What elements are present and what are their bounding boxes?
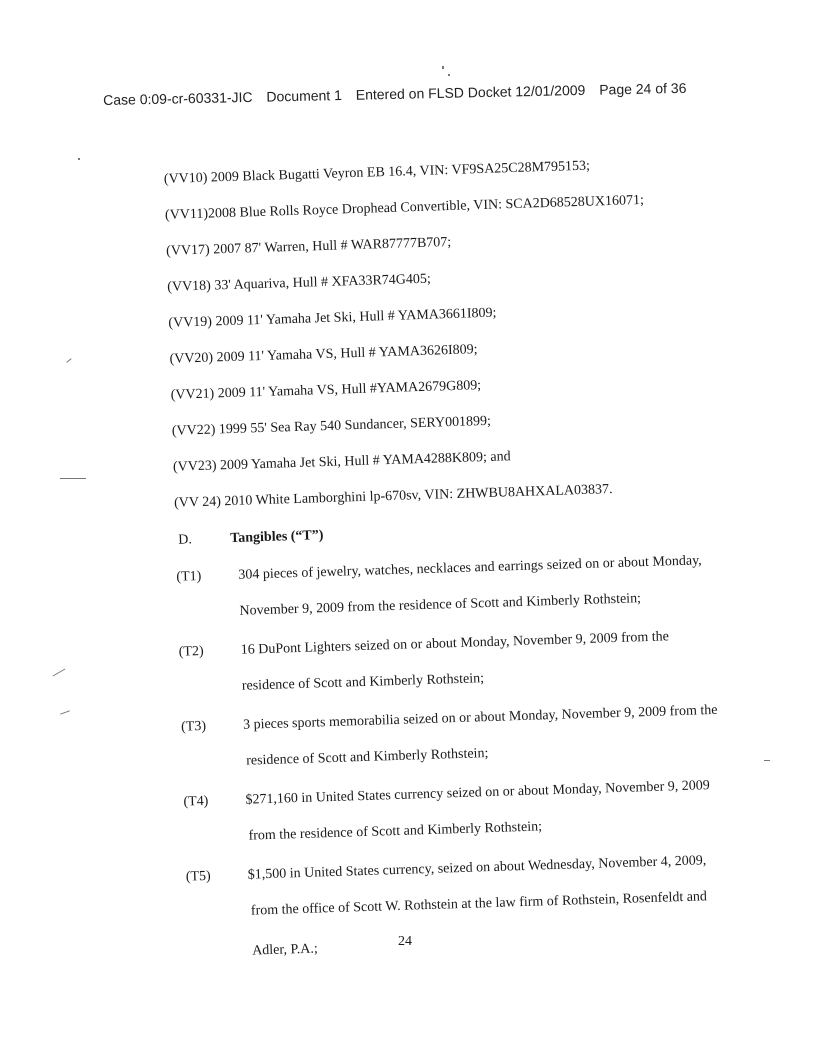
vessel-item: (VV11)2008 Blue Rolls Royce Drophead Convertible, VIN: SCA2D68528UX16071; [164, 192, 645, 223]
tangible-number: (T5) [185, 868, 211, 885]
tangible-item [176, 550, 756, 619]
scan-speck [448, 74, 450, 76]
vessel-item: (VV21) 2009 11' Yamaha VS, Hull #YAMA2679G809; [170, 378, 482, 403]
document-number: Document 1 [266, 86, 343, 105]
tangible-text-line: 16 DuPont Lighters seized on or about Monday, November 9, 2009 from the [240, 629, 670, 658]
section-title: Tangibles (“T”) [230, 528, 324, 547]
section-heading [178, 526, 324, 551]
page-number: 24 [398, 934, 412, 949]
docket-header [103, 79, 743, 108]
tangible-text-line: $1,500 in United States currency, seized on about Wednesday, November 4, 2009, [247, 853, 707, 883]
tangible-text-line: Adler, P.A.; [251, 941, 318, 959]
case-number: Case 0:09-cr-60331-JIC [103, 88, 253, 108]
vessel-item: (VV20) 2009 11' Yamaha VS, Hull # YAMA3626I809; [169, 342, 478, 367]
vessel-item: (VV17) 2007 87' Warren, Hull # WAR87777B707; [165, 234, 452, 259]
tangible-number: (T3) [180, 718, 207, 735]
scan-speck [78, 158, 80, 160]
vessel-item: (VV18) 33' Aquariva, Hull # XFA33R74G405; [167, 271, 432, 295]
page-count: Page 24 of 36 [599, 79, 687, 98]
tangible-text-line: $271,160 in United States currency seized on or about Monday, November 9, 2009 [245, 778, 710, 808]
scan-speck [66, 358, 71, 363]
tangible-text-line: residence of Scott and Kimberly Rothstein; [246, 746, 489, 769]
tangible-text-line: November 9, 2009 from the residence of Scott and Kimberly Rothstein; [239, 591, 642, 619]
scan-speck [60, 710, 70, 714]
vessel-item: (VV23) 2009 Yamaha Jet Ski, Hull # YAMA4288K809; and [172, 449, 511, 475]
tangible-number: (T4) [183, 793, 209, 810]
tangible-text-line: 304 pieces of jewelry, watches, necklaces and earrings seized on or about Monday, [238, 553, 702, 583]
vessel-item: (VV 24) 2010 White Lamborghini lp-670sv, VIN: ZHWBU8AHXALA03837. [173, 482, 613, 511]
section-letter: D. [178, 532, 193, 548]
tangible-text-line: 3 pieces sports memorabilia seized on or about Monday, November 9, 2009 from the [242, 702, 718, 733]
tangible-text-line: residence of Scott and Kimberly Rothstein; [241, 671, 485, 694]
tangible-text-line: from the residence of Scott and Kimberly Rothstein; [248, 819, 543, 844]
tangible-item [180, 700, 761, 769]
vessel-item: (VV19) 2009 11' Yamaha Jet Ski, Hull # YAMA3661I809; [168, 305, 497, 331]
forfeiture-list [163, 131, 763, 959]
tangible-item [183, 774, 763, 844]
tangible-item [178, 625, 758, 694]
vessel-item: (VV10) 2009 Black Bugatti Veyron EB 16.4, VIN: VF9SA25C28M795153; [163, 158, 591, 187]
tangible-number: (T2) [178, 643, 204, 660]
tangible-text-line: from the office of Scott W. Rothstein at the law firm of Rothstein, Rosenfeldt and [250, 889, 708, 919]
scan-speck [60, 478, 86, 479]
vessel-item: (VV22) 1999 55' Sea Ray 540 Sundancer, SERY001899; [171, 413, 492, 439]
tangible-number: (T1) [176, 569, 202, 585]
scan-speck [53, 669, 66, 677]
scan-speck [764, 760, 770, 761]
docket-entry: Entered on FLSD Docket 12/01/2009 [355, 81, 586, 103]
scan-speck [442, 66, 444, 69]
